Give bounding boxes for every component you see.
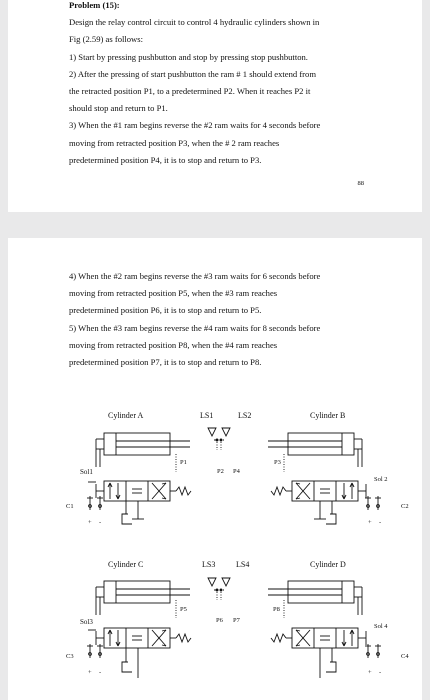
c1-label: C1 [66, 503, 74, 510]
p1-label: P1 [180, 459, 187, 466]
cylinder-b [268, 433, 362, 467]
valve-c [96, 628, 191, 648]
svg-text:-: - [379, 519, 382, 526]
text-line: moving from retracted position P5, when the #3 ram reaches [69, 288, 278, 299]
ls2-label: LS2 [238, 411, 252, 420]
svg-text:-: - [99, 519, 102, 526]
text-line: predetermined position P6, it is to stop and return to P5. [69, 305, 262, 316]
c3-label: C3 [66, 653, 74, 660]
contacts-c3 [87, 644, 103, 658]
valve-b [271, 481, 366, 501]
p2-label: P2 [217, 468, 224, 475]
limit-switches-1-2 [208, 428, 230, 450]
valve-a [96, 481, 191, 501]
p5-label: P5 [180, 606, 187, 613]
p3-label: P3 [274, 459, 281, 466]
c4-label: C4 [401, 653, 409, 660]
cylinder-b-label: Cylinder B [310, 411, 346, 420]
text-line: 5) When the #3 ram begins reverse the #4 ram waits for 8 seconds before [69, 322, 321, 333]
contacts-c4 [365, 644, 381, 658]
svg-text:+: + [368, 669, 372, 676]
p8-label: P8 [273, 606, 280, 613]
text-line: moving from retracted position P3, when the # 2 ram reaches [69, 137, 280, 148]
text-line: 4) When the #2 ram begins reverse the #3 ram waits for 6 seconds before [69, 271, 321, 281]
svg-text:-: - [99, 669, 102, 676]
hydraulic-figure [8, 238, 422, 700]
ls4-label: LS4 [236, 560, 250, 569]
page-number: 88 [357, 180, 364, 187]
svg-text:+: + [368, 519, 372, 526]
text-line: Design the relay control circuit to control 4 hydraulic cylinders shown in [69, 17, 320, 28]
p4-label: P4 [233, 468, 240, 475]
text-line: moving from retracted position P8, when the #4 ram reaches [69, 339, 278, 350]
text-line: predetermined position P4, it is to stop and return to P3. [69, 154, 262, 165]
sol2-label: Sol 2 [374, 476, 388, 483]
sol4-label: Sol 4 [374, 623, 388, 630]
cylinder-a-label: Cylinder A [108, 411, 144, 420]
page-2 [8, 238, 422, 700]
ls3-label: LS3 [202, 560, 216, 569]
ls1-label: LS1 [200, 411, 214, 420]
limit-switches-3-4 [208, 578, 230, 600]
problem-title: Problem (15): [69, 0, 120, 10]
p6-label: P6 [216, 617, 223, 624]
svg-text:+: + [88, 669, 92, 676]
svg-text:-: - [379, 669, 382, 676]
p7-label: P7 [233, 617, 240, 624]
cylinder-d [268, 581, 362, 615]
svg-text:+: + [88, 519, 92, 526]
text-line: should stop and return to P1. [69, 103, 168, 114]
sol1-label: Sol1 [80, 468, 93, 476]
cylinder-c-label: Cylinder C [108, 560, 144, 569]
text-line: predetermined position P7, it is to stop and return to P8. [69, 357, 262, 368]
text-line: 2) After the pressing of start pushbutton the ram # 1 should extend from [69, 68, 317, 79]
sol3-label: Sol3 [80, 618, 93, 626]
text-line: Fig (2.59) as follows: [69, 34, 143, 45]
text-line: the retracted position P1, to a predetermined P2. When it reaches P2 it [69, 86, 311, 97]
c2-label: C2 [401, 503, 409, 510]
text-line: 1) Start by pressing pushbutton and stop by pressing stop pushbutton. [69, 51, 308, 62]
cylinder-d-label: Cylinder D [310, 560, 346, 569]
text-line: 3) When the #1 ram begins reverse the #2 ram waits for 4 seconds before [69, 120, 321, 131]
cylinder-c [96, 581, 190, 615]
page-1 [8, 0, 422, 212]
contacts-c1 [87, 496, 103, 510]
valve-d [271, 628, 366, 648]
contacts-c2 [365, 496, 381, 510]
problem-text [69, 0, 369, 169]
